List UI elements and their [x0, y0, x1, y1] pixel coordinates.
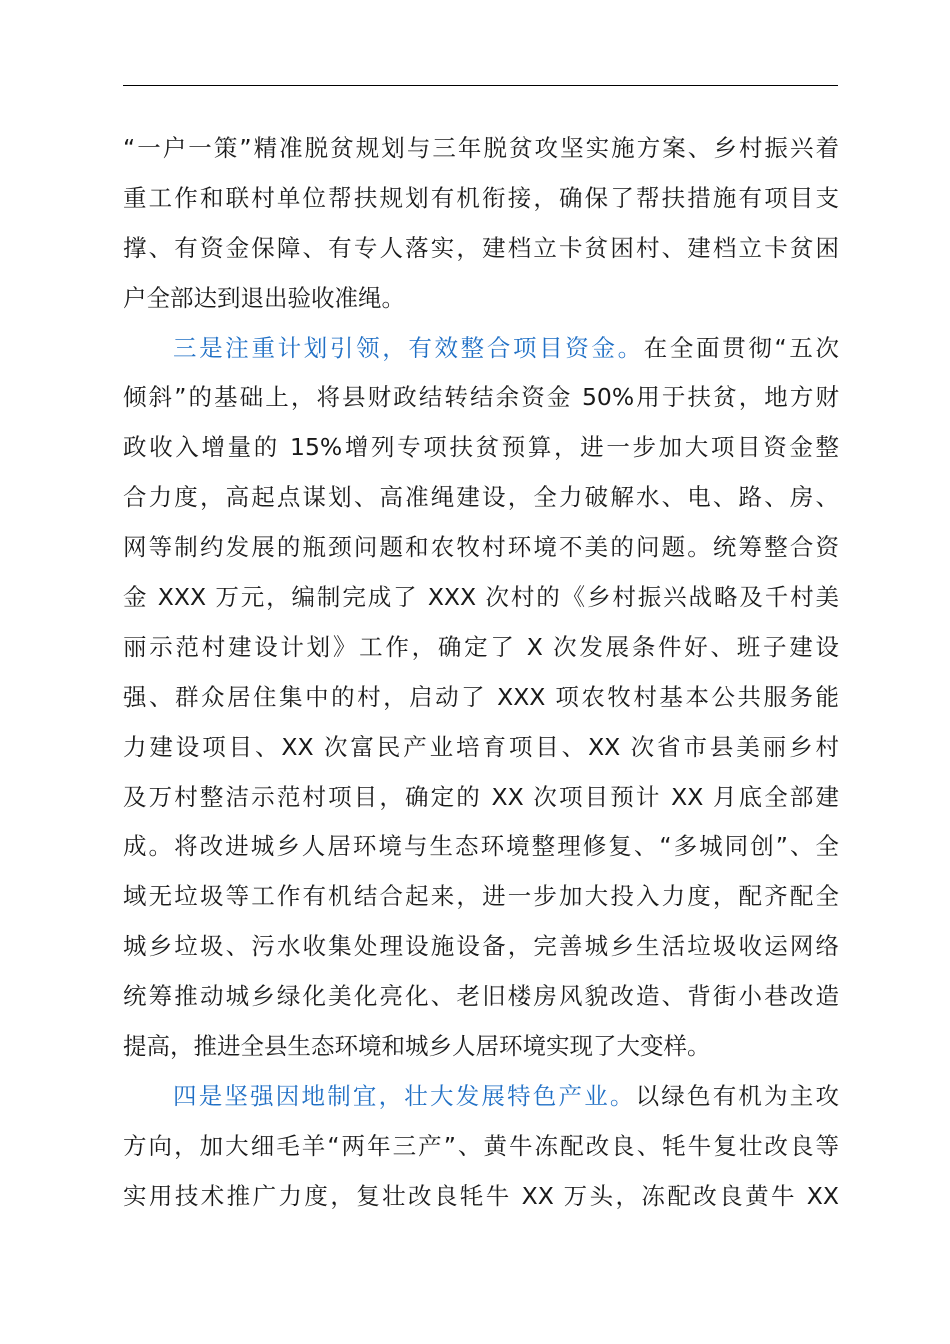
paragraph-line: 合力度，高起点谋划、高准绳建设，全力破解水、电、路、房、	[123, 483, 839, 512]
paragraph-text: 在全面贯彻“五次	[643, 333, 839, 362]
paragraph-line: 域无垃圾等工作有机结合起来，进一步加大投入力度，配齐配全	[123, 882, 839, 911]
paragraph-line: 撑、有资金保障、有专人落实，建档立卡贫困村、建档立卡贫困	[123, 233, 839, 262]
header-rule	[123, 85, 838, 86]
paragraph-first-line	[123, 324, 839, 374]
paragraph-line: 重工作和联村单位帮扶规划有机衔接，确保了帮扶措施有项目支	[123, 183, 839, 212]
paragraph-line: 户全部达到退出验收准绳。	[123, 283, 405, 312]
paragraph-text: 以绿色有机为主攻	[635, 1081, 840, 1110]
paragraph-first-line	[123, 1072, 839, 1122]
paragraph-line: 成。将改进城乡人居环境与生态环境整理修复、“多城同创”、全	[123, 832, 839, 861]
paragraph-line: 强、群众居住集中的村，启动了 XXX 项农牧村基本公共服务能	[123, 682, 839, 711]
paragraph-line: 方向，加大细毛羊“两年三产”、黄牛冻配改良、牦牛复壮改良等	[123, 1131, 839, 1160]
paragraph-line: 统筹推动城乡绿化美化亮化、老旧楼房风貌改造、背街小巷改造	[123, 982, 839, 1011]
section-heading: 三是注重计划引领，有效整合项目资金。	[173, 333, 644, 362]
paragraph-line: 网等制约发展的瓶颈问题和农牧村环境不美的问题。统筹整合资	[123, 533, 839, 562]
document-body	[123, 124, 839, 1222]
paragraph-line: 倾斜”的基础上，将县财政结转结余资金 50%用于扶贫，地方财	[123, 383, 839, 412]
paragraph-line: 丽示范村建设计划》工作，确定了 X 次发展条件好、班子建设	[123, 632, 839, 661]
paragraph-line: “一户一策”精准脱贫规划与三年脱贫攻坚实施方案、乡村振兴着	[123, 134, 839, 162]
paragraph-line: 实用技术推广力度，复壮改良牦牛 XX 万头，冻配改良黄牛 XX	[123, 1181, 839, 1210]
section-heading: 四是坚强因地制宜，壮大发展特色产业。	[173, 1081, 636, 1110]
paragraph-line: 提高，推进全县生态环境和城乡人居环境实现了大变样。	[123, 1032, 711, 1061]
paragraph-line: 力建设项目、XX 次富民产业培育项目、XX 次省市县美丽乡村	[123, 732, 839, 761]
paragraph-line: 金 XXX 万元，编制完成了 XXX 次村的《乡村振兴战略及千村美	[123, 583, 839, 612]
paragraph-line: 及万村整洁示范村项目，确定的 XX 次项目预计 XX 月底全部建	[123, 782, 839, 811]
paragraph-line: 政收入增量的 15%增列专项扶贫预算，进一步加大项目资金整	[123, 433, 839, 462]
paragraph-line: 城乡垃圾、污水收集处理设施设备，完善城乡生活垃圾收运网络	[123, 932, 839, 961]
